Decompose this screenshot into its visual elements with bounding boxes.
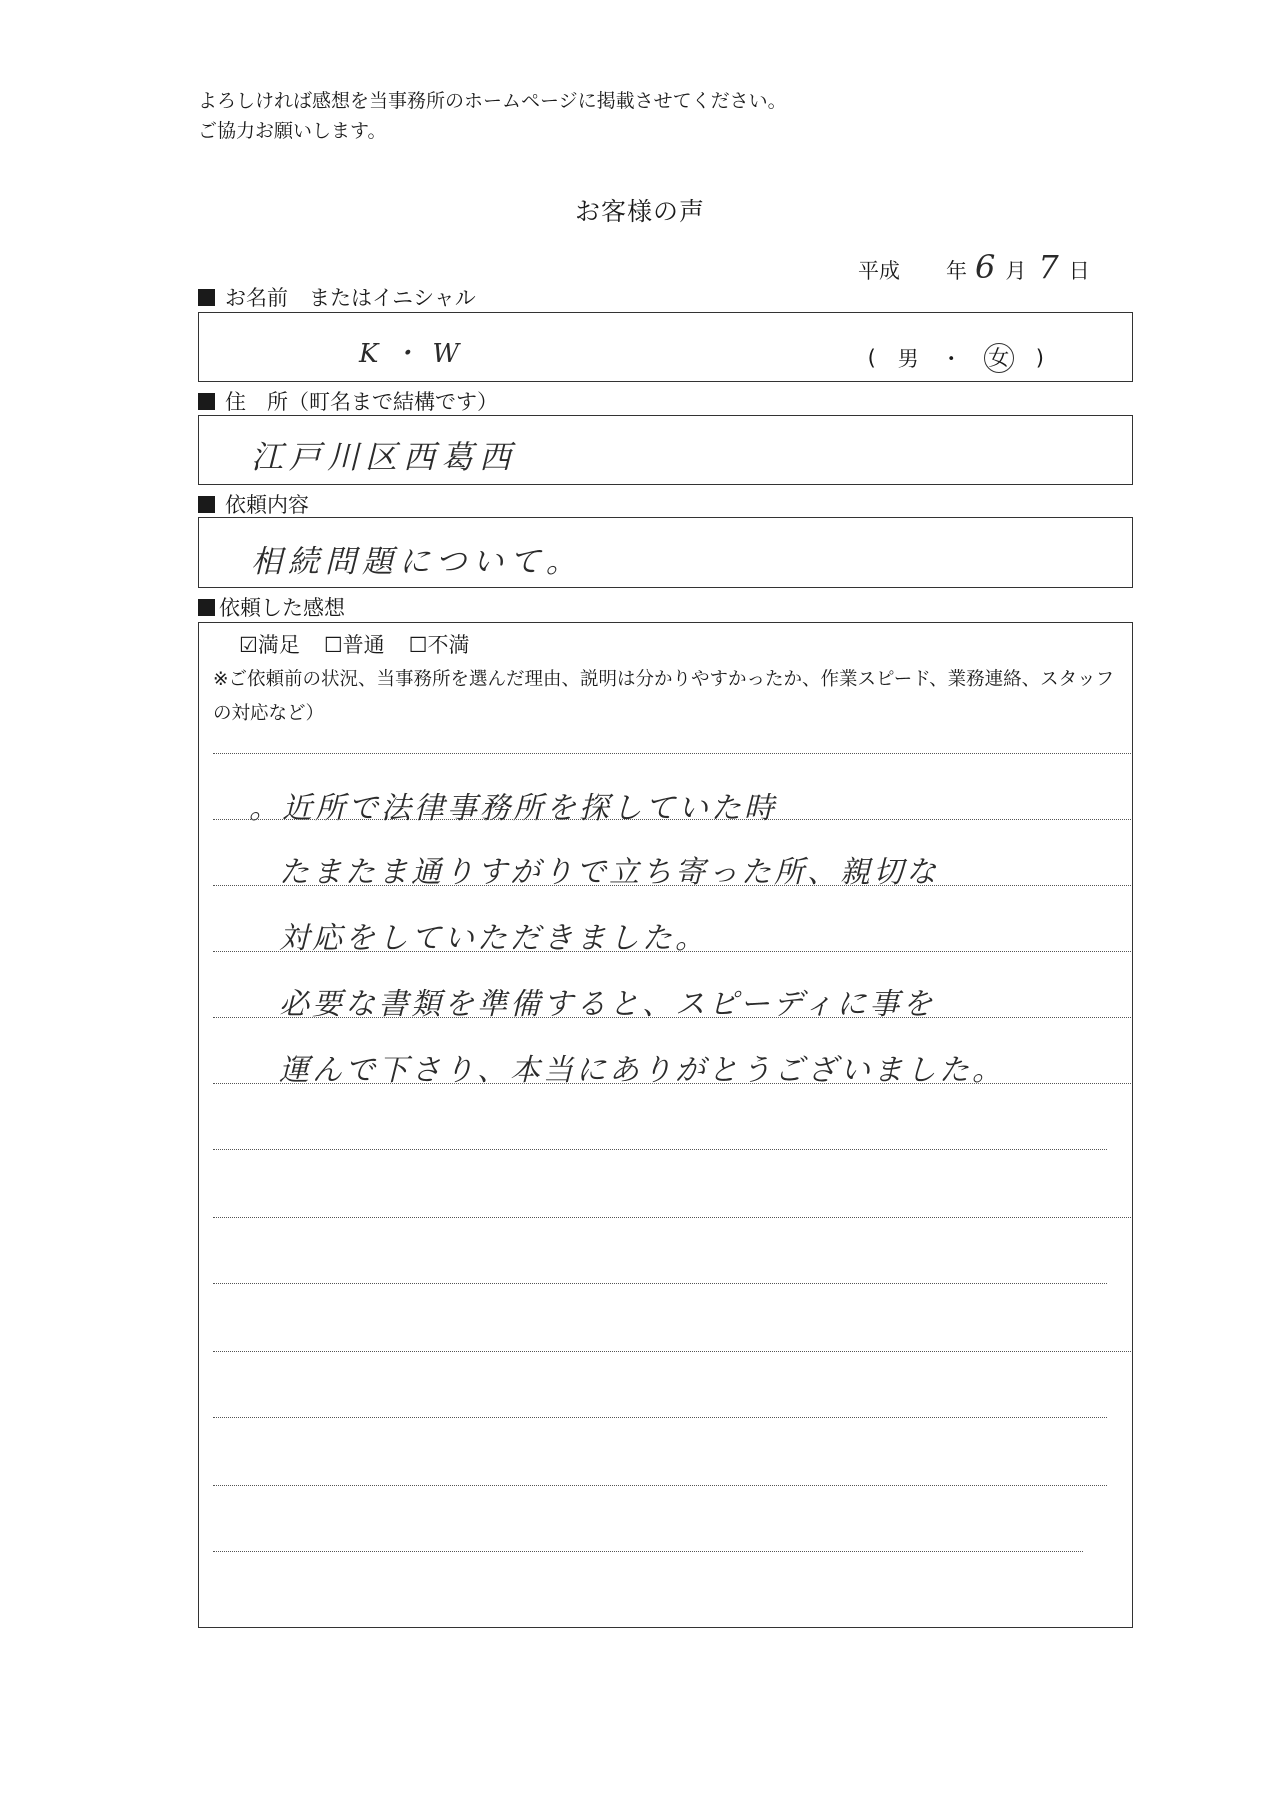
writing-line [213,1083,1131,1084]
name-field[interactable] [198,312,1133,382]
name-section-label [198,282,476,312]
writing-line [213,1551,1083,1552]
address-label-text: 住 所（町名まで結構です） [225,390,498,414]
square-bullet-icon [198,289,215,306]
writing-line [213,885,1131,886]
handwritten-line-1: 。近所で法律事務所を探していた時 [249,791,777,826]
writing-line [213,819,1131,820]
date-year-label: 年 [946,259,967,283]
name-label-text: お名前 またはイニシャル [225,286,476,310]
handwritten-line-2: たまたま通りすがりで立ち寄った所、親切な [279,855,939,890]
gender-open-paren: ( [867,346,876,370]
request-section-label [198,489,309,519]
impression-note: ※ご依頼前の状況、当事務所を選んだ理由、説明は分かりやすかったか、作業スピード、業務連絡、スタッフの対応など） [213,669,1115,724]
handwritten-line-3: 対応をしていただきました。 [279,921,708,956]
rating-satisfied[interactable]: ☑満足 [239,633,300,657]
writing-line [213,1485,1107,1486]
address-section-label [198,386,498,416]
date-day-label: 日 [1068,259,1090,283]
writing-line [213,1017,1131,1018]
gender-separator: ・ [940,347,962,371]
address-value: 江戸川区西葛西 [251,438,518,476]
writing-line [213,1217,1131,1218]
checkbox-empty-icon[interactable]: ☐ [408,633,428,657]
rating-unsatisfied[interactable]: ☐不満 [408,633,470,657]
gender-close-paren: ) [1035,346,1044,370]
rating-options [239,629,469,659]
impression-section-label [198,592,345,622]
writing-line [213,1149,1107,1150]
handwritten-line-5: 運んで下さり、本当にありがとうございました。 [279,1053,1005,1088]
name-value: K・W [359,339,474,369]
request-label-text: 依頼内容 [225,493,309,517]
request-value: 相続問題について。 [251,544,583,580]
request-field[interactable] [198,517,1133,588]
intro-text [198,86,787,146]
square-bullet-icon [198,393,215,410]
writing-line [213,753,1131,754]
intro-line-1: よろしければ感想を当事務所のホームページに掲載させてください。 [198,90,787,112]
address-field[interactable] [198,415,1133,485]
writing-line [213,1417,1107,1418]
writing-line [213,951,1131,952]
writing-line [213,1283,1107,1284]
date-row [858,248,1090,286]
gender-female-circled[interactable]: 女 [984,343,1014,373]
handwritten-line-4: 必要な書類を準備すると、スピーディに事を [279,987,936,1022]
date-month-value: 6 [975,248,996,286]
rating-normal[interactable]: ☐普通 [323,633,385,657]
form-title: お客様の声 [574,197,705,226]
checkbox-empty-icon[interactable]: ☐ [323,633,343,657]
gender-choice[interactable] [868,343,1044,373]
gender-male[interactable]: 男 [897,347,919,371]
impression-field[interactable] [198,622,1133,1628]
intro-line-2: ご協力お願いします。 [198,120,387,142]
square-bullet-icon [198,496,215,513]
date-day-value: 7 [1038,248,1059,286]
writing-line [213,1351,1131,1352]
date-era: 平成 [858,259,900,283]
square-bullet-icon [198,599,215,616]
impression-label-text: 依頼した感想 [219,596,345,620]
date-month-label: 月 [1005,259,1027,283]
checkbox-checked-icon[interactable]: ☑ [239,633,258,657]
